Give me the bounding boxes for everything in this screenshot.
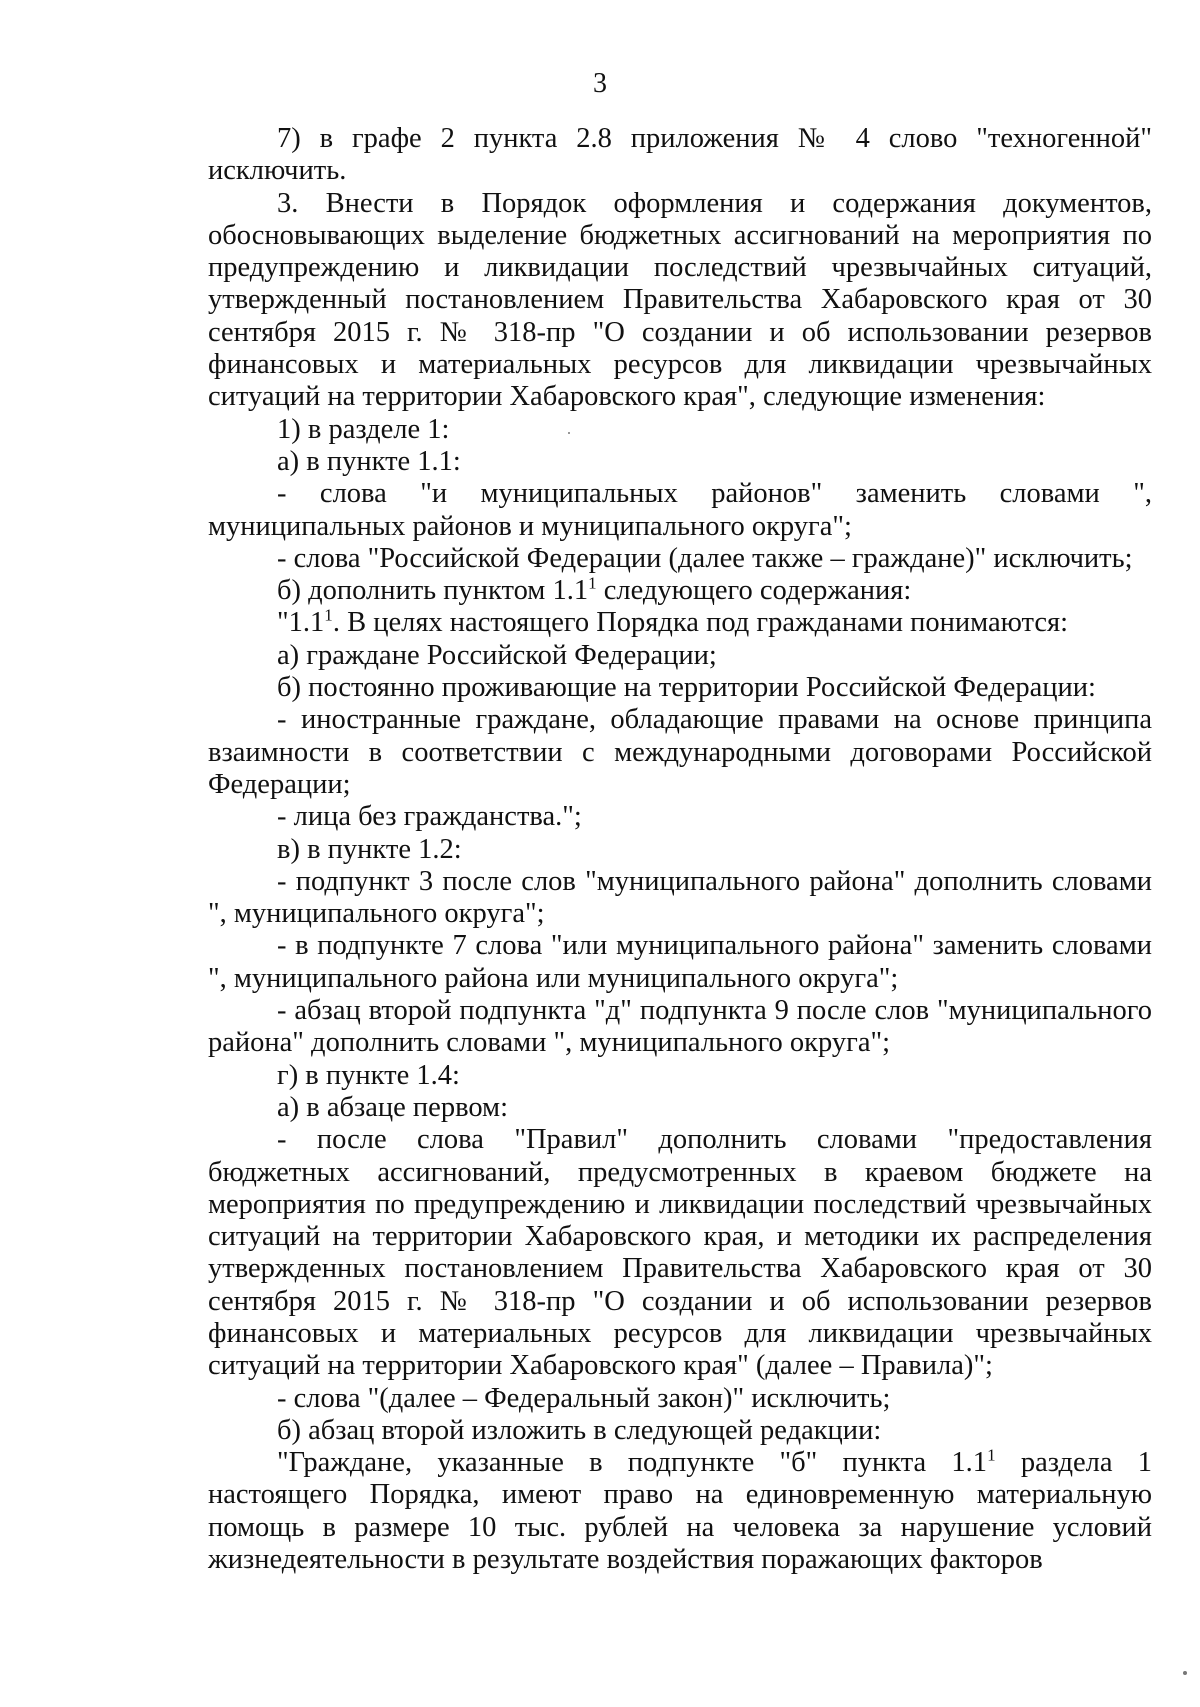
paragraph-item-7: 7) в графе 2 пункта 2.8 приложения № 4 слово "техногенной" исключить. [208, 123, 1152, 187]
paragraph-definition [208, 607, 1152, 639]
paragraph-first-abzac: а) в абзаце первом: [277, 1091, 509, 1123]
page-number: 3 [593, 68, 607, 99]
paragraph-rules-addition: - после слова "Правил" дополнить словами "предоставления бюджетных ассигнований, предусмотренных в краевом бюджете на мероприятия по предупреждению и ликвидации последствий чрезвычайных ситуаций на территории Хабаровского края, и методики их распределения утвержденных постановлением Правительства Хабаровского края от 30 сентября 2015 г. № 318-пр "О создании и об использовании резервов финансовых и материальных ресурсов для ликвидации чрезвычайных ситуаций на территории Хабаровского края" (далее – Правила)"; [208, 1124, 1152, 1382]
paragraph-stateless: - лица без гражданства."; [277, 801, 582, 833]
document-body [208, 123, 1152, 1576]
paragraph-citizens: а) граждане Российской Федерации; [277, 639, 717, 671]
superscript: 1 [987, 1445, 996, 1465]
paragraph-text: б) дополнить пунктом 1.1 [277, 575, 589, 607]
paragraph-exclude-federal-law: - слова "(далее – Федеральный закон)" исключить; [277, 1382, 891, 1414]
superscript: 1 [588, 573, 597, 593]
paragraph-text: раздела 1 настоящего Порядка, имеют право на единовременную материальную помощь в размере 10 тыс. рублей на человека за нарушение условий жизнедеятельности в результате воздействия поражающих факторов [208, 1447, 1152, 1576]
paragraph-new-wording [208, 1447, 1152, 1576]
superscript: 1 [324, 605, 333, 625]
paragraph-section-3: 3. Внести в Порядок оформления и содержания документов, обосновывающих выделение бюджетных ассигнований на мероприятия по предупреждению и ликвидации последствий чрезвычайных ситуаций, утвержденный постановлением Правительства Хабаровского края от 30 сентября 2015 г. № 318-пр "О создании и об использовании резервов финансовых и материальных ресурсов для ликвидации чрезвычайных ситуаций на территории Хабаровского края", следующие изменения: [208, 187, 1152, 413]
paragraph-foreign-citizens: - иностранные граждане, обладающие правами на основе принципа взаимности в соответствии с международными договорами Российской Федерации; [208, 704, 1152, 800]
paragraph-text: . В целях настоящего Порядка под гражданами понимаются: [332, 607, 1069, 639]
paragraph-point-1-1: а) в пункте 1.1: [277, 445, 461, 477]
scan-speck [568, 432, 570, 434]
paragraph-subsection-1: 1) в разделе 1: [277, 413, 450, 445]
paragraph-point-1-4: г) в пункте 1.4: [277, 1059, 460, 1091]
paragraph-exclude-words: - слова "Российской Федерации (далее также – граждане)" исключить; [277, 542, 1133, 574]
paragraph-subpoint-3: - подпункт 3 после слов "муниципального района" дополнить словами ", муниципального округа"; [208, 865, 1152, 930]
paragraph-text: "1.1 [277, 607, 325, 639]
paragraph-add-point [208, 575, 1152, 607]
scan-speck [1183, 1671, 1187, 1675]
paragraph-text: "Граждане, указанные в подпункте "б" пункта 1.1 [277, 1447, 988, 1479]
paragraph-replace-words: - слова "и муниципальных районов" заменить словами ", муниципальных районов и муниципального округа"; [208, 478, 1152, 542]
paragraph-text: следующего содержания: [596, 575, 912, 607]
paragraph-residents: б) постоянно проживающие на территории Российской Федерации: [277, 672, 1096, 704]
paragraph-point-1-2: в) в пункте 1.2: [277, 833, 462, 865]
paragraph-subpoint-9: - абзац второй подпункта "д" подпункта 9 после слов "муниципального района" дополнить словами ", муниципального округа"; [208, 995, 1152, 1059]
paragraph-subpoint-7: - в подпункте 7 слова "или муниципального района" заменить словами ", муниципального района или муниципального округа"; [208, 930, 1152, 994]
paragraph-second-abzac: б) абзац второй изложить в следующей редакции: [277, 1414, 882, 1446]
